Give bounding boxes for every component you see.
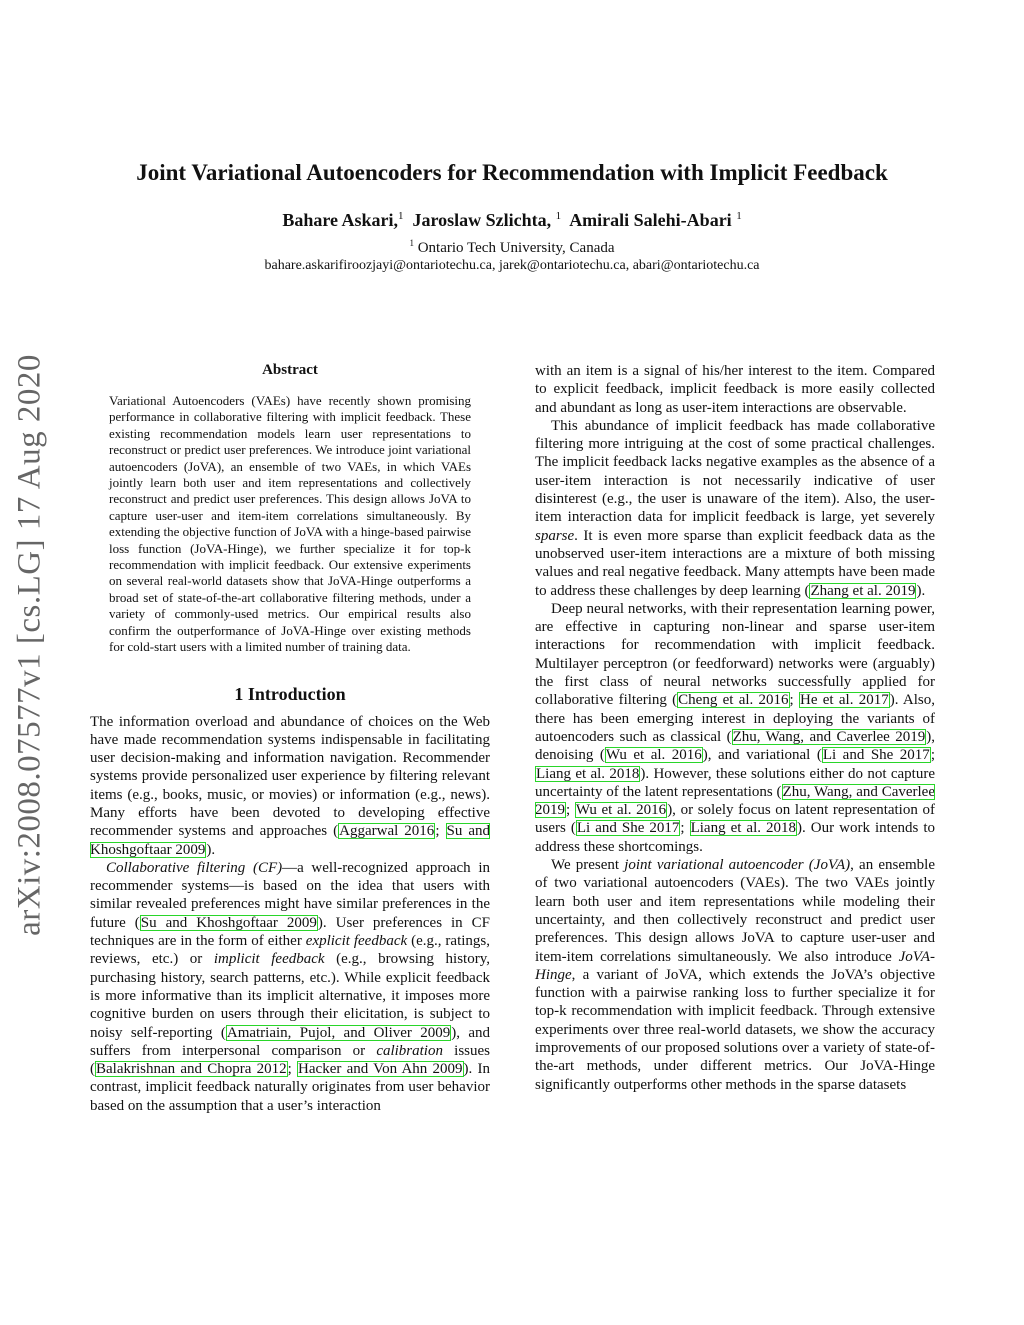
citation-link[interactable]: Li and She 2017 [822,747,930,764]
body-paragraph: We present joint variational autoencoder (JoVA), an ensemble of two variational autoencoders (VAEs). The two VAEs jointly learn both user and item representations while modeling their uncertainty, and then collectively reconstruct and predict user preferences. This design allows JoVA to capture user-user and item-item correlations simultaneously. We also introduce JoVA-Hinge, a variant of JoVA, which extends the JoVA’s objective function with a pairwise ranking loss to further specialize it for top-k recommendation with implicit feedback. Through extensive experiments over three real-world datasets, we show the accuracy improvements of our proposed solutions over a variety of state-of-the-art methods, under different metrics. Our JoVA-Hinge significantly outperforms other methods in the sparse datasets [535,857,935,1093]
arxiv-stamp [0,345,60,945]
citation-link[interactable]: He et al. 2017 [800,692,889,709]
author-affil-mark: 1 [736,210,742,222]
citation-link[interactable]: Liang et al. 2018 [536,765,640,782]
author-name: Jaroslaw Szlichta, [412,210,552,230]
right-column [535,362,935,1094]
body-paragraph: with an item is a signal of his/her interest to the item. Compared to explicit feedback, implicit feedback is more easily collected and abundant as long as user-item interactions are observable. [535,363,935,416]
author-affil-mark: 1 [555,210,562,222]
author-name: Amirali Salehi-Abari [569,210,732,230]
citation-link[interactable]: Balakrishnan and Chopra 2012 [96,1061,287,1078]
author-emails: bahare.askarifiroozjayi@ontariotechu.ca, jarek@ontariotechu.ca, abari@ontariotechu.ca [264,258,760,273]
paper-title: Joint Variational Autoencoders for Recommendation with Implicit Feedback [136,160,888,185]
citation-link[interactable]: Zhu, Wang, and Caverlee 2019 [732,728,926,745]
abstract-heading: Abstract [262,362,318,378]
author-list [0,210,1024,231]
citation-link[interactable]: Su and Khoshgoftaar 2009 [90,823,491,858]
intro-paragraph: Collaborative filtering (CF)—a well-recognized approach in recommender systems—is based on the idea that users with similar revealed preferences might have similar preferences in the future (Su and Khoshgoftaar 2009). User preferences in CF techniques are in the form of either explicit feedback (e.g., ratings, reviews, etc.) or implicit feedback (e.g., browsing history, purchasing history, search patterns, etc.). While explicit feedback is more informative than its implicit alternative, it imposes more cognitive burden on users through their elicitation, is subject to noisy self-reporting (Amatriain, Pujol, and Oliver 2009), and suffers from interpersonal comparison or calibration issues (Balakrishnan and Chopra 2012; Hacker and Von Ahn 2009). In contrast, implicit feedback naturally originates from user behavior based on the assumption that a user’s interaction [90,859,491,1114]
affiliation [0,238,1024,257]
intro-paragraph: The information overload and abundance of choices on the Web have made recommendation systems indispensable in facilitating user decision-making and information navigation. Recommender systems provide personalized user experience by filtering relevant items (e.g., books, music, or movies) or information (e.g., news). Many efforts have been devoted to developing effective recommender systems and approaches (Aggarwal 2016; Su and Khoshgoftaar 2009). [90,713,491,858]
citation-link[interactable]: Wu et al. 2016 [575,802,667,819]
section-heading-introduction: 1 Introduction [234,683,346,704]
body-paragraph: Deep neural networks, with their representation learning power, are effective in capturing non-linear and sparse user-item interactions for recommendation with implicit feedback. Multilayer perceptron (or feedforward) networks were (arguably) the first class of neural networks successfully applied for collaborative filtering (Cheng et al. 2016; He et al. 2017). Also, there has been emerging interest in deploying the variants of autoencoders such as classical (Zhu, Wang, and Caverlee 2019), denoising (Wu et al. 2016), and variational (Li and She 2017; Liang et al. 2018). However, these solutions either do not capture uncertainty of the latent representations (Zhu, Wang, and Caverlee 2019; Wu et al. 2016), or solely focus on latent representation of users (Li and She 2017; Liang et al. 2018). Our work intends to address these shortcomings. [535,600,935,855]
citation-link[interactable]: Su and Khoshgoftaar 2009 [140,914,317,931]
abstract-body: Variational Autoencoders (VAEs) have recently shown promising performance in collaborative filtering with implicit feedback. These existing recommendation models learn user representations to reconstruct or predict user preferences. We introduce joint variational autoencoders (JoVA), an ensemble of two VAEs, in which VAEs jointly learn both user and item representations and collectively reconstruct and predict user preferences. This design allows JoVA to capture user-user and item-item correlations simultaneously. By extending the objective function of JoVA with a hinge-based pairwise loss function (JoVA-Hinge), we further specialize it for top-k recommendation with implicit feedback. Our extensive experiments on several real-world datasets show that JoVA-Hinge outperforms a broad set of state-of-the-art collaborative filtering methods, under a variety of commonly-used metrics. Our empirical results also confirm the outperformance of JoVA-Hinge over existing methods for cold-start users with a limited number of training data. [109,393,471,655]
author-affil-mark: 1 [398,210,404,222]
left-column [90,362,490,1115]
citation-link[interactable]: Hacker and Von Ahn 2009 [298,1061,463,1078]
affiliation-text: Ontario Tech University, Canada [417,240,615,256]
citation-link[interactable]: Zhu, Wang, and Caverlee 2019 [535,783,935,819]
author-name: Bahare Askari, [282,210,398,230]
citation-link[interactable]: Aggarwal 2016 [339,823,435,840]
citation-link[interactable]: Li and She 2017 [576,820,680,837]
arxiv-id: arXiv:2008.07577v1 [cs.LG] 17 Aug 2020 [11,354,48,936]
citation-link[interactable]: Zhang et al. 2019 [810,582,916,599]
body-paragraph: This abundance of implicit feedback has made collaborative filtering more intriguing at the cost of some practical challenges. The implicit feedback lacks negative examples as the absence of a user-item interaction is not necessarily indicative of user disinterest (e.g., the user is unaware of the item). Also, the user-item interaction data for implicit feedback is large, yet severely sparse. It is even more sparse than explicit feedback data as the unobserved user-item interactions are a mixture of both missing values and real negative feedback. Many attempts have been made to address these challenges by deep learning (Zhang et al. 2019). [535,417,935,599]
affiliation-mark: 1 [409,238,414,248]
citation-link[interactable]: Liang et al. 2018 [690,820,797,837]
citation-link[interactable]: Cheng et al. 2016 [678,692,789,709]
citation-link[interactable]: Wu et al. 2016 [605,747,702,764]
citation-link[interactable]: Amatriain, Pujol, and Oliver 2009 [226,1024,451,1041]
